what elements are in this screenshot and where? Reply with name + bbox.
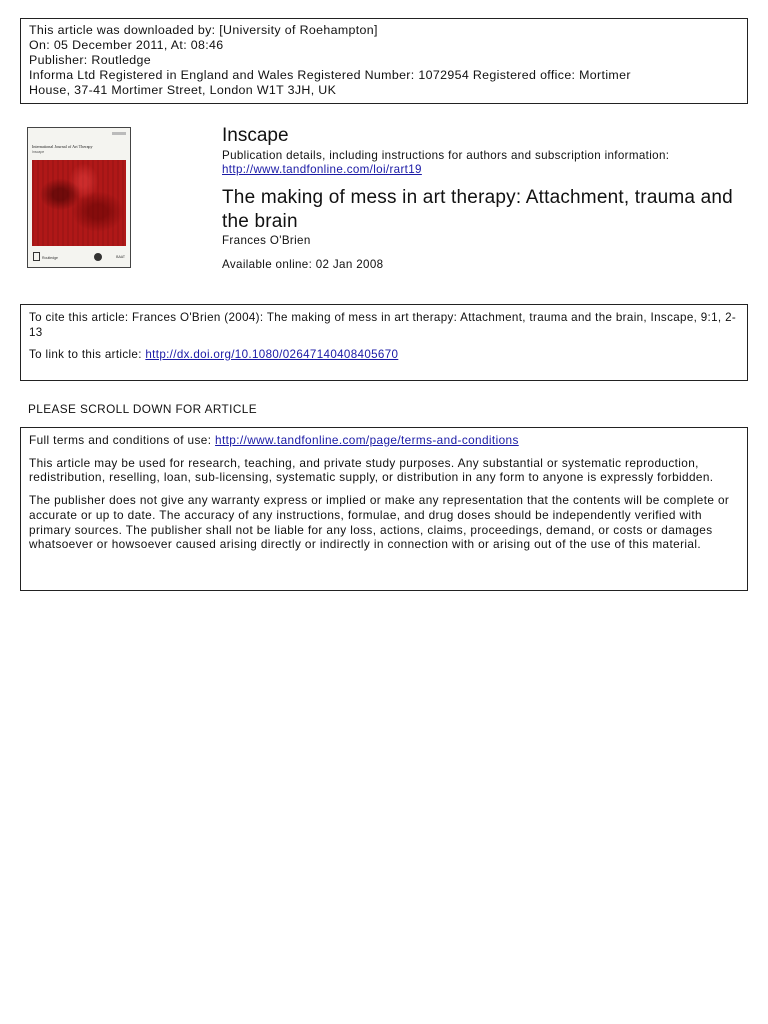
baat-logo-icon — [94, 253, 102, 261]
publication-details-label: Publication details, including instructions for authors and subscription information: — [222, 149, 670, 162]
download-line-4: Informa Ltd Registered in England and Wales Registered Number: 1072954 Registered office: Mortimer — [29, 68, 631, 82]
article-author: Frances O'Brien — [222, 234, 311, 247]
terms-heading — [29, 433, 739, 448]
terms-label: Full terms and conditions of use: — [29, 433, 212, 447]
routledge-logo-icon — [33, 252, 40, 261]
article-doi-link[interactable]: http://dx.doi.org/10.1080/02647140408405670 — [145, 348, 399, 361]
journal-name: Inscape — [222, 125, 289, 146]
cover-left-logo-text: Routledge — [42, 256, 58, 260]
terms-link[interactable]: http://www.tandfonline.com/page/terms-and-conditions — [215, 433, 519, 447]
terms-paragraph-usage: This article may be used for research, teaching, and private study purposes. Any substantial or systematic reproduction, redistribution, reselling, loan, sub-licensing, systematic supply, or distribution in any form to anyone is expressly forbidden. — [29, 455, 714, 485]
cover-artwork — [32, 160, 126, 246]
article-link-row — [29, 348, 739, 362]
download-notice-box — [20, 18, 748, 104]
citation-text: To cite this article: Frances O'Brien (2004): The making of mess in art therapy: Attachment, trauma and the brain, Inscape, 9:1, 2-13 — [29, 311, 737, 339]
article-link-label: To link to this article: — [29, 348, 142, 361]
terms-box — [20, 427, 748, 591]
journal-cover-image — [27, 127, 131, 268]
available-online-date: Available online: 02 Jan 2008 — [222, 258, 384, 271]
cover-title: International Journal of Art Therapy — [32, 144, 93, 149]
article-title: The making of mess in art therapy: Attachment, trauma and the brain — [222, 187, 733, 232]
publication-details-link[interactable]: http://www.tandfonline.com/loi/rart19 — [222, 163, 422, 176]
terms-paragraph-warranty: The publisher does not give any warranty express or implied or make any representation that the contents will be complete or accurate or up to date. The accuracy of any instructions, formulae, and drug doses should be independently verified with primary sources. The publisher shall not be liable for any loss, actions, claims, proceedings, demand, or costs or damages whatsoever or howsoever caused arising directly or indirectly in connection with or arising out of the use of this material. — [29, 493, 730, 552]
cover-subtitle: Inscape — [32, 150, 45, 154]
download-line-3: Publisher: Routledge — [29, 53, 152, 67]
download-line-5: House, 37-41 Mortimer Street, London W1T 3JH, UK — [29, 83, 337, 97]
citation-box — [20, 304, 748, 381]
download-line-2: On: 05 December 2011, At: 08:46 — [29, 38, 224, 52]
scroll-down-notice: PLEASE SCROLL DOWN FOR ARTICLE — [28, 402, 257, 416]
download-line-1: This article was downloaded by: [University of Roehampton] — [29, 23, 378, 37]
cover-right-logo-text: BAAT — [116, 255, 125, 259]
cover-corner-mark — [112, 132, 126, 135]
